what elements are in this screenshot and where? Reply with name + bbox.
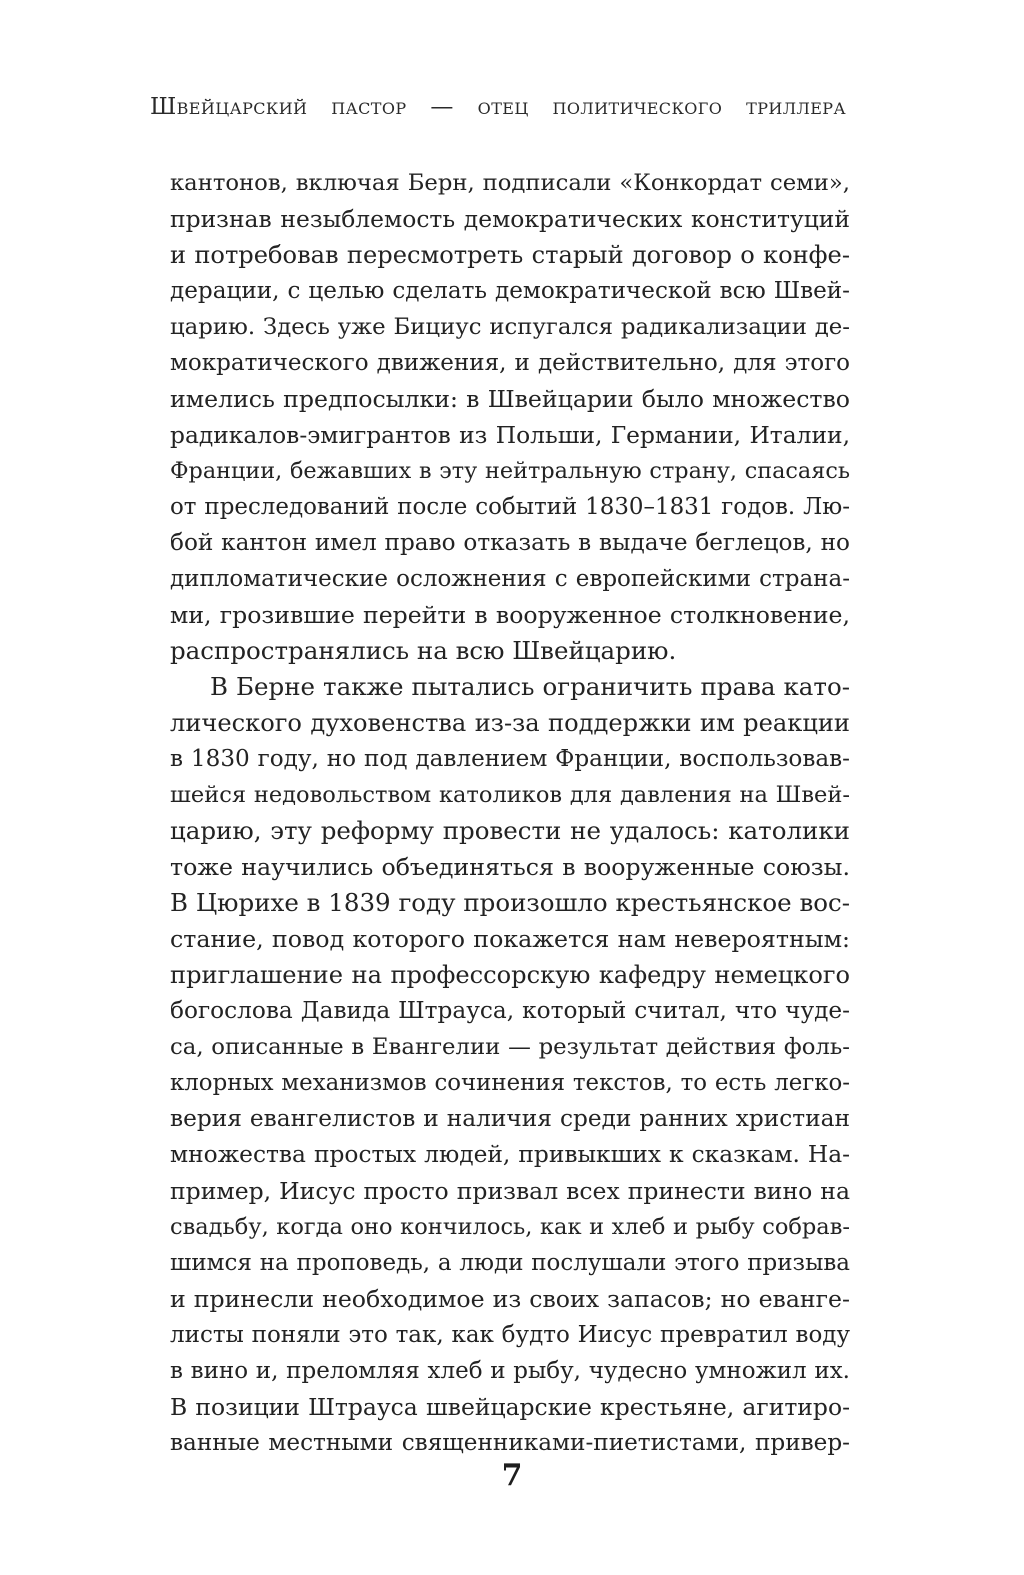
text-line: листы поняли это так, как будто Иисус превратил воду bbox=[170, 1322, 850, 1348]
text-line: шимся на проповедь, а люди послушали этого призыва bbox=[170, 1250, 850, 1276]
page-number: 7 bbox=[501, 1458, 523, 1493]
text-line: са, описанные в Евангелии — результат действия фоль- bbox=[170, 1034, 850, 1060]
text-line: ванные местными священниками-пиетистами, привер- bbox=[170, 1430, 850, 1456]
text-line: верия евангелистов и наличия среди ранних христиан bbox=[170, 1105, 850, 1132]
text-line: и принесли необходимое из своих запасов; но еванге- bbox=[170, 1285, 850, 1313]
text-line: ми, грозившие перейти в вооруженное столкновение, bbox=[170, 601, 850, 629]
text-line: пример, Иисус просто призвал всех принести вино на bbox=[170, 1177, 850, 1205]
text-line: В Цюрихе в 1839 году произошло крестьянское вос- bbox=[170, 888, 850, 917]
text-line: радикалов-эмигрантов из Польши, Германии, Италии, bbox=[170, 421, 850, 449]
text-line: и потребовав пересмотреть старый договор о конфе- bbox=[170, 241, 850, 269]
paragraph-start-line: В Берне также пытались ограничить права като- bbox=[210, 672, 850, 701]
text-line: приглашение на профессорскую кафедру немецкого bbox=[170, 961, 850, 989]
text-line: Франции, бежавших в эту нейтральную страну, спасаясь bbox=[170, 458, 850, 484]
body-text bbox=[170, 165, 850, 1461]
text-line: шейся недовольством католиков для давления на Швей- bbox=[170, 782, 850, 808]
text-line: в вино и, преломляя хлеб и рыбу, чудесно умножил их. bbox=[170, 1358, 850, 1384]
text-line: царию, эту реформу провести не удалось: католики bbox=[170, 816, 850, 845]
text-line: имелись предпосылки: в Швейцарии было множество bbox=[170, 385, 850, 413]
text-line: мократического движения, и действительно, для этого bbox=[170, 350, 850, 376]
text-line: лического духовенства из-за поддержки им реакции bbox=[170, 709, 850, 737]
text-line: стание, повод которого покажется нам невероятным: bbox=[170, 925, 850, 953]
text-line: В позиции Штрауса швейцарские крестьяне, агитиро- bbox=[170, 1393, 850, 1421]
text-line: богослова Давида Штрауса, который считал, что чуде- bbox=[170, 997, 850, 1024]
text-line: от преследований после событий 1830–1831 годов. Лю- bbox=[170, 494, 850, 520]
text-line: бой кантон имел право отказать в выдаче беглецов, но bbox=[170, 530, 850, 556]
paragraph-end-line: распространялись на всю Швейцарию. bbox=[170, 636, 677, 665]
text-line: множества простых людей, привыкших к сказкам. На- bbox=[170, 1141, 850, 1168]
text-line: тоже научились объединяться в вооруженные союзы. bbox=[170, 853, 850, 881]
running-head: Швейцарский пастор — отец политического триллера bbox=[150, 94, 846, 120]
text-line: царию. Здесь уже Бициус испугался радикализации де- bbox=[170, 314, 850, 340]
text-line: дипломатические осложнения с европейскими страна- bbox=[170, 566, 850, 592]
text-line: дерации, с целью сделать демократической всю Швей- bbox=[170, 278, 850, 304]
text-line: кантонов, включая Берн, подписали «Конкордат семи», bbox=[170, 170, 850, 196]
text-line: клорных механизмов сочинения текстов, то есть легко- bbox=[170, 1070, 850, 1096]
text-line: свадьбу, когда оно кончилось, как и хлеб и рыбу собрав- bbox=[170, 1214, 850, 1240]
text-line: признав незыблемость демократических конституций bbox=[170, 205, 850, 233]
text-line: в 1830 году, но под давлением Франции, воспользовав- bbox=[170, 746, 850, 772]
